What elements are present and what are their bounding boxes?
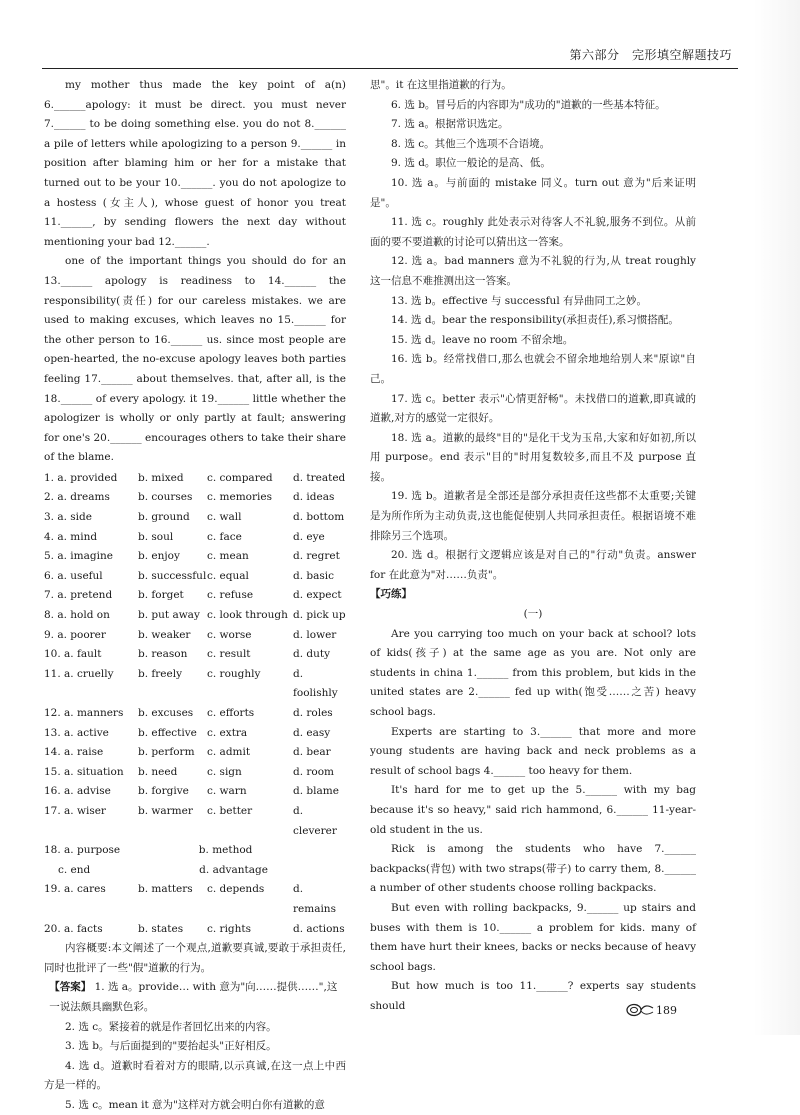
- option-c: c. mean: [207, 550, 249, 563]
- option-c: c. worse: [207, 628, 252, 641]
- answer-item: 6. 选 b。冒号后的内容即为"成功的"道歉的一些基本特征。: [391, 98, 666, 111]
- option-b: b. enjoy: [138, 550, 180, 563]
- options-list: [44, 469, 346, 939]
- option-b: b. ground: [138, 511, 190, 524]
- option-d: d. lower: [293, 628, 337, 641]
- option-row: [44, 488, 346, 508]
- option-empty: [134, 861, 199, 881]
- answer-item: 13. 选 b。effective 与 successful 有异曲同工之妙。: [391, 294, 648, 307]
- option-b: b. soul: [138, 530, 174, 543]
- option-b: b. mixed: [138, 471, 184, 484]
- option-d: d. foolishly: [293, 667, 338, 700]
- option-a: 1. a. provided: [44, 471, 118, 484]
- option-d: d. advantage: [199, 863, 268, 876]
- option-b: b. put away: [138, 609, 200, 622]
- option-d: d. duty: [293, 648, 331, 661]
- option-a: 17. a. wiser: [44, 804, 106, 817]
- option-b: b. courses: [138, 491, 193, 504]
- option-b: b. perform: [138, 746, 195, 759]
- option-c: c. refuse: [207, 589, 254, 602]
- answer-item: 17. 选 c。better 表示"心情更舒畅"。未找借口的道歉,即真诚的道歉,对方的感觉一定很好。: [370, 392, 696, 425]
- option-d: d. treated: [293, 471, 346, 484]
- practice-number: (一): [523, 608, 543, 621]
- decorative-swirl-icon: [626, 1003, 654, 1017]
- option-row: [44, 841, 346, 861]
- option-row: [44, 528, 346, 548]
- content-summary: 内容概要:本文阐述了一个观点,道歉要真诚,要敢于承担责任,同时也批评了一些"假"道歉的行为。: [44, 942, 346, 974]
- option-d: d. pick up: [293, 609, 346, 622]
- option-d: d. actions: [293, 922, 345, 935]
- option-empty: [133, 841, 199, 861]
- page-header: [42, 44, 738, 69]
- option-row: [44, 920, 346, 940]
- option-row: [44, 586, 346, 606]
- answer-item: 20. 选 d。根据行文逻辑应该是对自己的"行动"负责。answer for 在此意为"对……负责"。: [370, 549, 696, 581]
- option-row: [44, 606, 346, 626]
- option-d: d. eye: [293, 530, 325, 543]
- passage-paragraph: one of the important things you should do for an 13.______ apology is readiness to 14.______ the responsibility(责任) for our careless mistakes. we are used to making excuses, which leaves no 15.______ for the other person to 16.______ us. since most people are open-hearted, the no-excuse apology leaves both parties feeling 17.______ about themselves. that, after all, is the 18.______ of every apology. it 19.______ little whether the apologizer is wholly or only partly at fault; answering for one's 20.______ encourages others to take their share of the blame.: [44, 255, 346, 464]
- option-c: c. warn: [207, 785, 247, 798]
- option-a: 4. a. mind: [44, 530, 98, 543]
- answer-item: 4. 选 d。道歉时看着对方的眼睛,以示真诚,在这一点上中西方是一样的。: [44, 1059, 346, 1092]
- answers-block: [44, 978, 346, 1017]
- option-c: c. efforts: [207, 707, 255, 719]
- option-row: [44, 645, 346, 665]
- option-d: d. regret: [293, 550, 340, 563]
- right-column: [370, 76, 696, 1017]
- option-d: d. blame: [293, 785, 339, 798]
- option-a: 6. a. useful: [44, 569, 103, 582]
- option-row: [44, 547, 346, 567]
- option-d: d. ideas: [293, 491, 335, 504]
- option-d: d. roles: [293, 707, 333, 719]
- option-b: b. weaker: [138, 628, 191, 641]
- option-b: b. effective: [138, 726, 197, 739]
- answers-heading: 【答案】: [49, 981, 92, 994]
- option-a: 11. a. cruelly: [44, 667, 114, 680]
- option-b: b. forgive: [138, 785, 189, 798]
- option-a: 9. a. poorer: [44, 628, 106, 641]
- left-column: [44, 76, 346, 1115]
- answer-item: 12. 选 a。bad manners 意为不礼貌的行为,从 treat roughly 这一信息不难推测出这一答案。: [370, 255, 696, 287]
- option-c: c. extra: [207, 726, 248, 739]
- option-b: b. freely: [138, 667, 183, 680]
- option-a: 2. a. dreams: [44, 491, 110, 504]
- option-row: [44, 802, 346, 841]
- option-row: [44, 743, 346, 763]
- option-row: [44, 782, 346, 802]
- option-row: [44, 880, 346, 919]
- answer-item: 19. 选 b。道歉者是全部还是部分承担责任这些都不太重要;关键是为所作所为主动负责,这也能促使别人共同承担责任。根据语境不难排除另三个选项。: [370, 490, 696, 542]
- option-b: b. successful: [138, 569, 207, 582]
- option-b: b. method: [198, 844, 253, 857]
- option-d: d. easy: [293, 726, 331, 739]
- option-b: b. warmer: [138, 804, 193, 817]
- page-binding-edge: [754, 0, 800, 1035]
- option-row: [44, 724, 346, 744]
- answer-item: 8. 选 c。其他三个选项不合语境。: [391, 137, 551, 150]
- option-c: c. sign: [207, 765, 242, 778]
- answer-item: 7. 选 a。根据常识选定。: [391, 118, 509, 131]
- option-a: 12. a. manners: [44, 707, 124, 719]
- option-row: [44, 763, 346, 783]
- option-row: [44, 469, 346, 489]
- answer-item: 15. 选 d。leave no room 不留余地。: [391, 333, 574, 346]
- option-row: [44, 704, 346, 724]
- passage-paragraph: It's hard for me to get up the 5.______ with my bag because it's so heavy," said rich hammond, 6.______ 11-year-old student in the us.: [370, 784, 696, 836]
- option-c: c. rights: [207, 922, 252, 935]
- option-a: 19. a. cares: [44, 883, 106, 896]
- passage-paragraph: Are you carrying too much on your back at school? lots of kids(孩子) at the same age as you are. Not only are students in china 1.______ from this problem, but kids in the united states are 2.______ fed up with(饱受……之苦) heavy school bags.: [370, 627, 696, 718]
- option-c: c. depends: [207, 883, 265, 896]
- option-c: c. face: [207, 530, 242, 543]
- answer-item: 11. 选 c。roughly 此处表示对待客人不礼貌,服务不到位。从前面的要不要道歉的讨论可以猜出这一答案。: [370, 216, 696, 248]
- page-footer: [626, 1001, 706, 1021]
- option-a: 20. a. facts: [44, 922, 103, 935]
- passage-paragraph: Experts are starting to 3.______ that more and more young students are having back and neck problems as a result of school bags 4.______ too heavy for them.: [370, 725, 696, 777]
- option-a: 3. a. side: [44, 511, 92, 524]
- answer-item: 10. 选 a。与前面的 mistake 同义。turn out 意为"后来证明是"。: [370, 176, 696, 209]
- option-c: c. better: [207, 804, 253, 817]
- option-c: c. roughly: [207, 667, 261, 680]
- option-d: d. room: [293, 765, 335, 778]
- option-b: b. forget: [138, 589, 184, 602]
- option-a: 8. a. hold on: [44, 609, 110, 622]
- passage-paragraph: But even with rolling backpacks, 9.______ up stairs and buses with them is 10.______ a problem for kids. many of them have hurt their knees, backs or necks because of heavy school bags.: [370, 901, 696, 973]
- option-a: 7. a. pretend: [44, 589, 113, 602]
- answer-item: 2. 选 c。紧接着的就是作者回忆出来的内容。: [65, 1020, 277, 1033]
- option-row: [44, 626, 346, 646]
- option-b: b. reason: [138, 648, 188, 661]
- answer-item: 思"。it 在这里指道歉的行为。: [370, 79, 512, 91]
- option-c: c. end: [58, 863, 91, 876]
- option-c: c. compared: [207, 471, 273, 484]
- passage-paragraph: my mother thus made the key point of a(n) 6.______apology: it must be direct. you must never 7.______ to be doing something else. you do not 8.______ a pile of letters while apologizing to a person 9.______ in position after blaming him or her for a mistake that turned out to be your 10.______. you do not apologize to a hostess (女主人), whose guest of honor you treat 11.______, by sending flowers the next day without mentioning your bad 12.______.: [44, 79, 346, 248]
- option-c: c. wall: [207, 511, 242, 524]
- option-a: 5. a. imagine: [44, 550, 113, 563]
- passage-paragraph: But how much is too 11.______? experts say students should: [370, 980, 696, 1012]
- option-c: c. equal: [207, 569, 249, 582]
- option-d: d. bear: [293, 746, 331, 759]
- option-c: c. result: [207, 648, 251, 661]
- option-a: 14. a. raise: [44, 746, 104, 759]
- option-c: c. memories: [207, 491, 272, 504]
- option-d: d. expect: [293, 589, 342, 602]
- answer-item: 18. 选 a。道歉的最终"目的"是化干戈为玉帛,大家和好如初,所以用 purpose。end 表示"目的"时用复数较多,而且不及 purpose 直接。: [370, 431, 696, 483]
- option-a: 10. a. fault: [44, 648, 102, 661]
- passage-paragraph: Rick is among the students who have 7.______ backpacks(背包) with two straps(带子) to carry them, 8.______ a number of other students choose rolling backpacks.: [370, 843, 696, 895]
- option-c: c. admit: [207, 746, 251, 759]
- option-d: d. remains: [293, 883, 336, 915]
- answer-item: 9. 选 d。职位一般论的是高、低。: [391, 157, 551, 170]
- answer-item: 14. 选 d。bear the responsibility(承担责任),系习惯搭配。: [391, 314, 679, 327]
- option-row: [44, 861, 346, 881]
- answer-item: 5. 选 c。mean it 意为"这样对方就会明白你有道歉的意: [65, 1098, 325, 1111]
- option-row: [44, 665, 346, 704]
- option-d: d. bottom: [293, 511, 345, 524]
- answer-item: 3. 选 b。与后面提到的"要抬起头"正好相反。: [65, 1040, 277, 1053]
- option-row: [44, 567, 346, 587]
- option-b: b. need: [138, 765, 178, 778]
- option-a: 15. a. situation: [44, 765, 124, 778]
- option-b: b. matters: [138, 883, 193, 896]
- answer-item: 1. 选 a。provide… with 意为"向……提供……",这一说法颇具幽默色彩。: [49, 981, 338, 1013]
- answer-item: 16. 选 b。经常找借口,那么也就会不留余地地给别人来"原谅"自己。: [370, 353, 696, 385]
- option-row: [44, 508, 346, 528]
- option-a: 18. a. purpose: [44, 844, 121, 857]
- option-c: c. look through: [207, 609, 288, 622]
- page-number: 189: [656, 1004, 677, 1017]
- section-title: 第六部分 完形填空解题技巧: [569, 48, 732, 62]
- option-a: 16. a. advise: [44, 785, 111, 798]
- option-d: d. basic: [293, 569, 335, 582]
- option-a: 13. a. active: [44, 726, 109, 739]
- option-b: b. excuses: [138, 707, 194, 719]
- option-d: d. cleverer: [293, 804, 337, 837]
- practice-heading: 【巧练】: [370, 588, 412, 601]
- option-b: b. states: [138, 922, 184, 935]
